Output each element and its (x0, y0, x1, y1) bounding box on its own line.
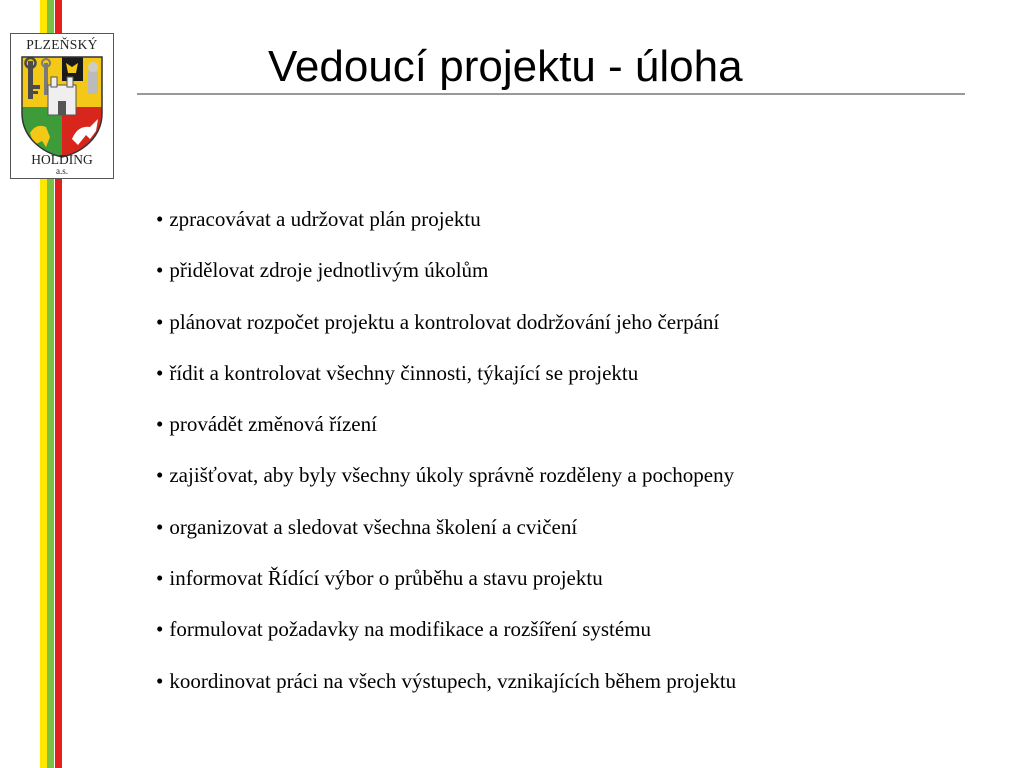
logo-sub-text: a.s. (56, 166, 68, 176)
bullet-item: • plánovat rozpočet projektu a kontrolovat dodržování jeho čerpání (156, 308, 736, 359)
company-logo (10, 33, 114, 179)
bullet-item: • informovat Řídící výbor o průběhu a stavu projektu (156, 564, 736, 615)
logo-top-text: PLZEŇSKÝ (26, 37, 98, 52)
bullet-item: • zajišťovat, aby byly všechny úkoly správně rozděleny a pochopeny (156, 461, 736, 512)
bullet-item: • provádět změnová řízení (156, 410, 736, 461)
bullet-item: • zpracovávat a udržovat plán projektu (156, 205, 736, 256)
slide-title: Vedoucí projektu - úloha (268, 42, 743, 91)
bullet-item: • organizovat a sledovat všechna školení a cvičení (156, 513, 736, 564)
bullet-item: • koordinovat práci na všech výstupech, vznikajících během projektu (156, 667, 736, 718)
bullet-list (156, 205, 736, 718)
bullet-item: • přidělovat zdroje jednotlivým úkolům (156, 256, 736, 307)
logo-bottom-text: HOLDING (31, 152, 93, 167)
title-divider (137, 93, 965, 95)
bullet-item: • řídit a kontrolovat všechny činnosti, týkající se projektu (156, 359, 736, 410)
coat-of-arms-icon (20, 55, 104, 159)
bullet-item: • formulovat požadavky na modifikace a rozšíření systému (156, 615, 736, 666)
